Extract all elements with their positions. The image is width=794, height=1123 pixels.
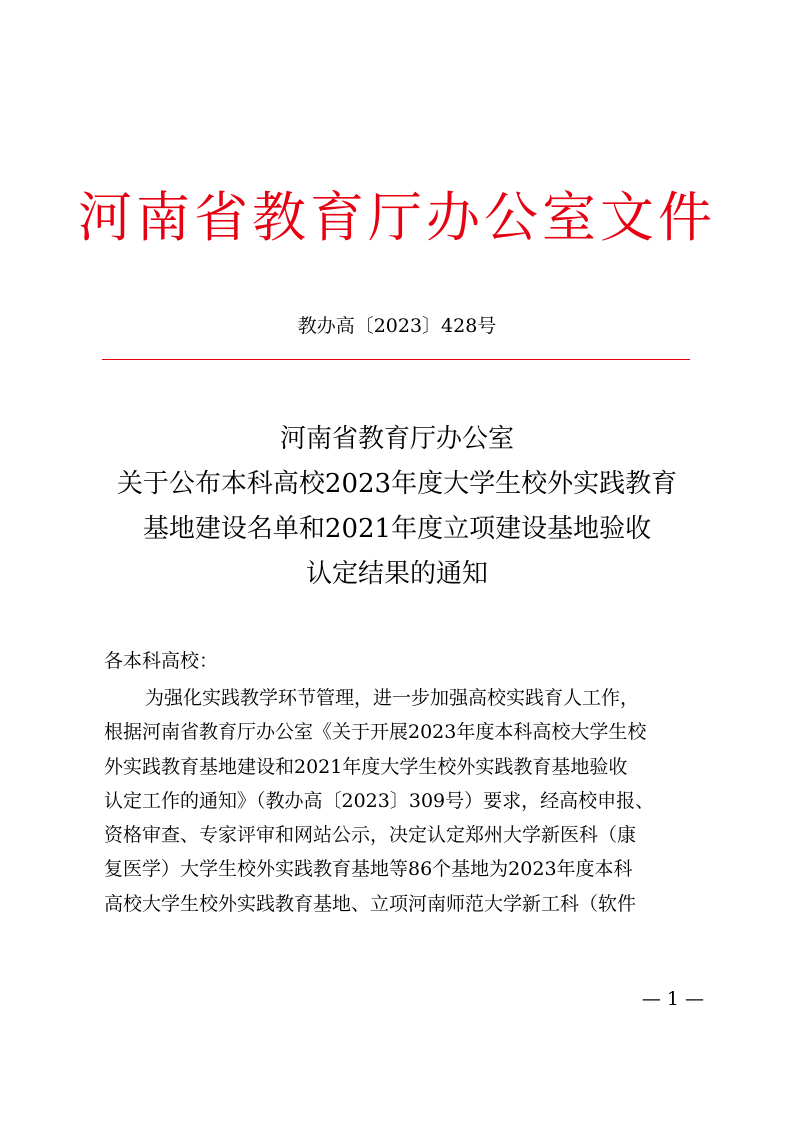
title-line: 基地建设名单和2021年度立项建设基地验收 [142, 514, 652, 544]
body-line: 复医学）大学生校外实践教育基地等86个基地为2023年度本科 [104, 858, 633, 881]
body-line: 外实践教育基地建设和2021年度大学生校外实践教育基地验收 [104, 755, 628, 778]
body-line: 资格审查、专家评审和网站公示，决定认定郑州大学新医科（康 [104, 824, 637, 847]
body-line: 高校大学生校外实践教育基地、立项河南师范大学新工科（软件 [104, 892, 637, 915]
body-paragraph [104, 681, 704, 921]
title-line: 关于公布本科高校2023年度大学生校外实践教育 [116, 469, 678, 499]
body-line: 根据河南省教育厅办公室《关于开展2023年度本科高校大学生校 [104, 721, 647, 744]
red-divider-line [102, 359, 690, 360]
title-line: 河南省教育厅办公室 [279, 424, 514, 454]
notice-title [0, 417, 794, 597]
masthead-title: 河南省教育厅办公室文件 [78, 186, 716, 249]
document-number: 教办高〔2023〕428号 [297, 315, 497, 337]
title-line: 认定结果的通知 [305, 559, 488, 589]
salutation: 各本科高校： [104, 650, 219, 672]
body-line: 认定工作的通知》（教办高〔2023〕309号）要求，经高校申报、 [104, 789, 655, 812]
body-line: 为强化实践教学环节管理，进一步加强高校实践育人工作， [145, 687, 640, 709]
page-number: — 1 — [641, 988, 704, 1010]
